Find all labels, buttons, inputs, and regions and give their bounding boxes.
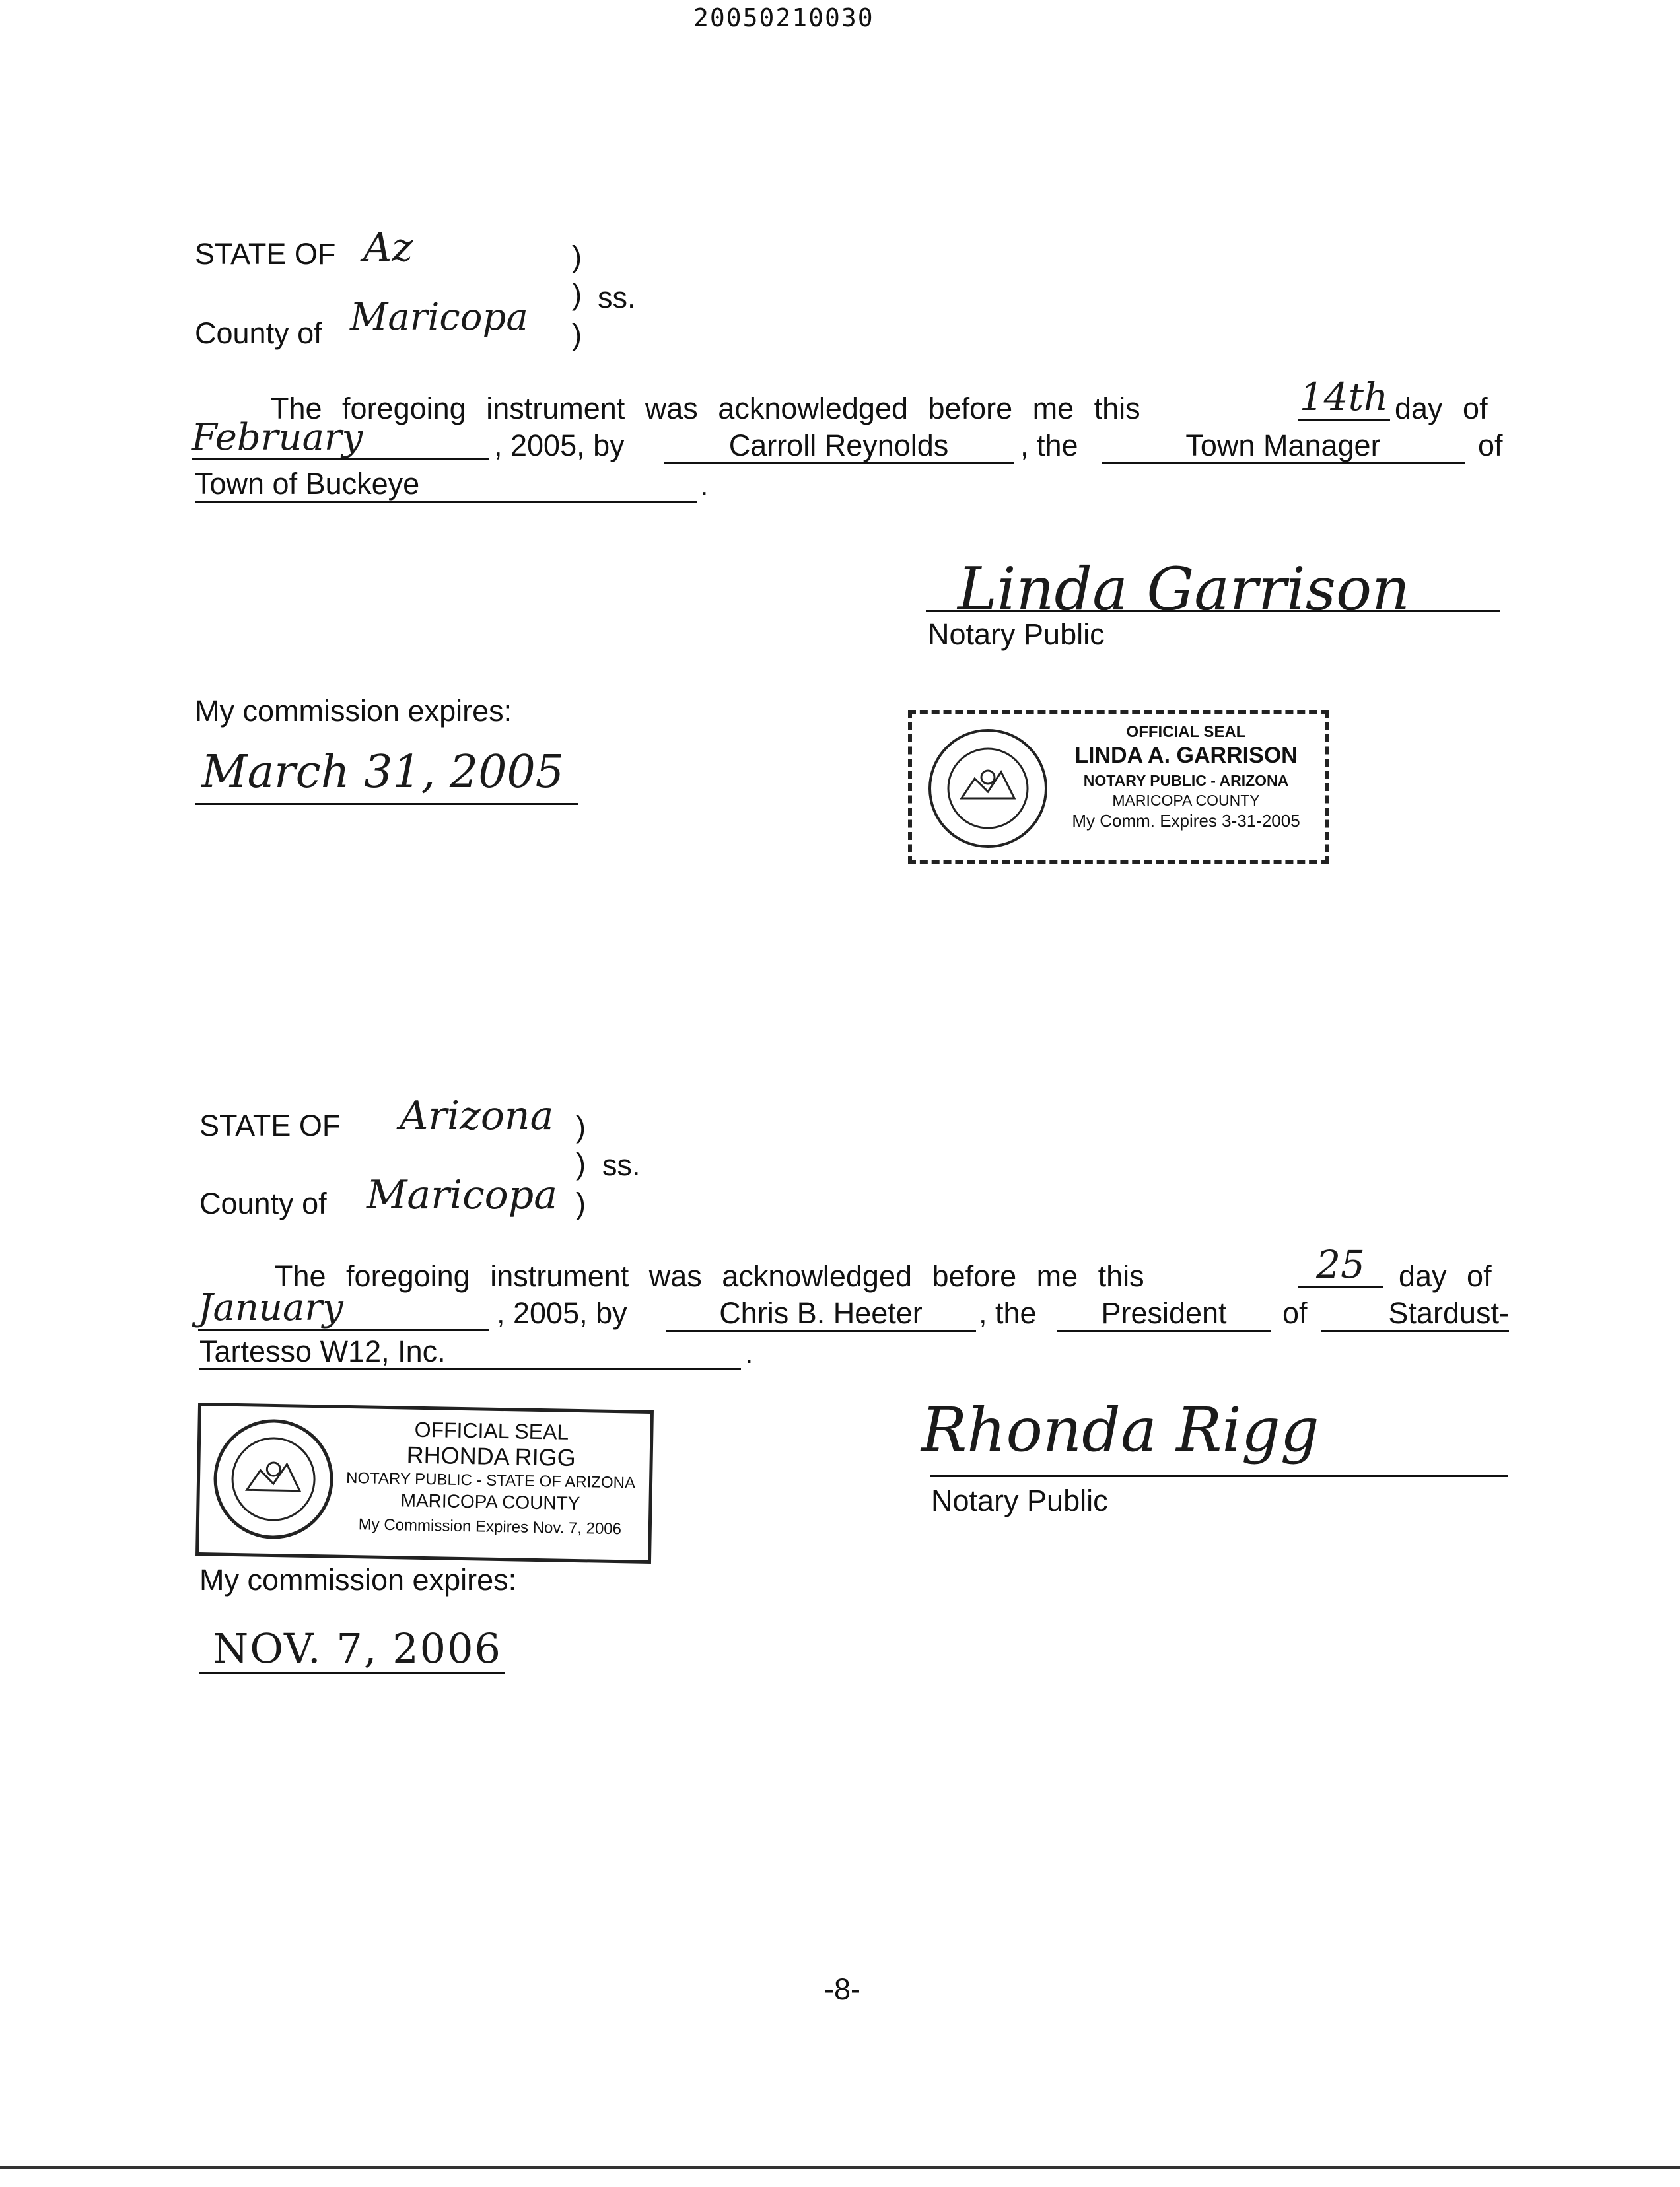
of-text: of xyxy=(1478,429,1503,462)
paren: ) xyxy=(576,1187,586,1220)
year-by-text: , 2005, by xyxy=(497,1296,627,1330)
the-text: , the xyxy=(1020,429,1078,462)
year-by-text: , 2005, by xyxy=(494,429,625,462)
paren: ) xyxy=(572,318,582,351)
paragraph-text: The foregoing instrument was acknowledged before me this xyxy=(271,392,1140,425)
paren: ) xyxy=(576,1147,586,1181)
notary-public-label: Notary Public xyxy=(931,1484,1108,1517)
state-seal-icon xyxy=(925,726,1051,851)
ss-label: ss. xyxy=(602,1148,641,1182)
seal-heading: OFFICIAL SEAL xyxy=(414,1417,569,1444)
person-field: Carroll Reynolds xyxy=(664,429,1014,464)
notary-signature-2: Rhonda Rigg xyxy=(921,1395,1319,1465)
month-field: January xyxy=(198,1288,489,1331)
ss-label: ss. xyxy=(598,281,636,314)
entity-field-part1: Stardust- xyxy=(1321,1297,1509,1332)
commission-date-handwritten: NOV. 7, 2006 xyxy=(213,1624,502,1673)
county-value-handwritten: Maricopa xyxy=(367,1172,557,1218)
period: . xyxy=(745,1336,753,1370)
page-number: -8- xyxy=(824,1972,860,2006)
paragraph-text: The foregoing instrument was acknowledged before me this xyxy=(275,1259,1144,1293)
seal-heading: OFFICIAL SEAL xyxy=(1126,723,1246,741)
person-field: Chris B. Heeter xyxy=(666,1297,976,1332)
day-of-text: day of xyxy=(1399,1259,1492,1293)
month-field: February xyxy=(192,417,489,460)
county-label: County of xyxy=(199,1187,327,1220)
seal-line1: NOTARY PUBLIC - STATE OF ARIZONA xyxy=(345,1469,636,1492)
county-label: County of xyxy=(195,316,322,350)
seal-name: RHONDA RIGG xyxy=(406,1441,577,1471)
seal-line2: MARICOPA COUNTY xyxy=(1112,792,1260,809)
of-text: of xyxy=(1282,1296,1308,1330)
signature-line xyxy=(926,610,1500,612)
official-seal-stamp-1 xyxy=(908,710,1329,864)
entity-field-part2: Tartesso W12, Inc. xyxy=(199,1335,741,1370)
notary-signature-1: Linda Garrison xyxy=(958,555,1411,624)
commission-label: My commission expires: xyxy=(195,694,512,728)
seal-line3: My Commission Expires Nov. 7, 2006 xyxy=(358,1515,622,1539)
paren: ) xyxy=(572,277,582,311)
notary-public-label: Notary Public xyxy=(928,617,1105,651)
seal-line1: NOTARY PUBLIC - ARIZONA xyxy=(1083,772,1289,789)
scan-bottom-edge xyxy=(0,2166,1680,2169)
state-value-handwritten: Az xyxy=(363,225,413,271)
state-label: STATE OF xyxy=(195,237,336,271)
state-label: STATE OF xyxy=(199,1109,341,1142)
day-of-text: day of xyxy=(1395,392,1488,425)
period: . xyxy=(700,468,709,502)
commission-line xyxy=(195,803,578,805)
entity-field: Town of Buckeye xyxy=(195,468,697,503)
paren: ) xyxy=(576,1110,586,1144)
document-number: 20050210030 xyxy=(693,3,874,32)
day-field: 25 xyxy=(1298,1244,1383,1288)
the-text: , the xyxy=(979,1296,1037,1330)
county-value-handwritten: Maricopa xyxy=(350,296,528,339)
commission-label: My commission expires: xyxy=(199,1563,517,1597)
title-field: Town Manager xyxy=(1102,429,1465,464)
state-seal-icon xyxy=(209,1415,337,1543)
paren: ) xyxy=(572,240,582,273)
seal-line2: MARICOPA COUNTY xyxy=(400,1490,580,1514)
title-field: President xyxy=(1057,1297,1271,1332)
commission-date-handwritten: March 31, 2005 xyxy=(201,746,564,798)
state-value-handwritten: Arizona xyxy=(400,1093,554,1139)
seal-name: LINDA A. GARRISON xyxy=(1074,743,1298,768)
day-field: 14th xyxy=(1298,376,1390,421)
official-seal-stamp-2 xyxy=(195,1403,654,1564)
seal-line3: My Comm. Expires 3-31-2005 xyxy=(1072,811,1300,831)
commission-line xyxy=(199,1672,505,1674)
signature-line xyxy=(930,1475,1508,1477)
